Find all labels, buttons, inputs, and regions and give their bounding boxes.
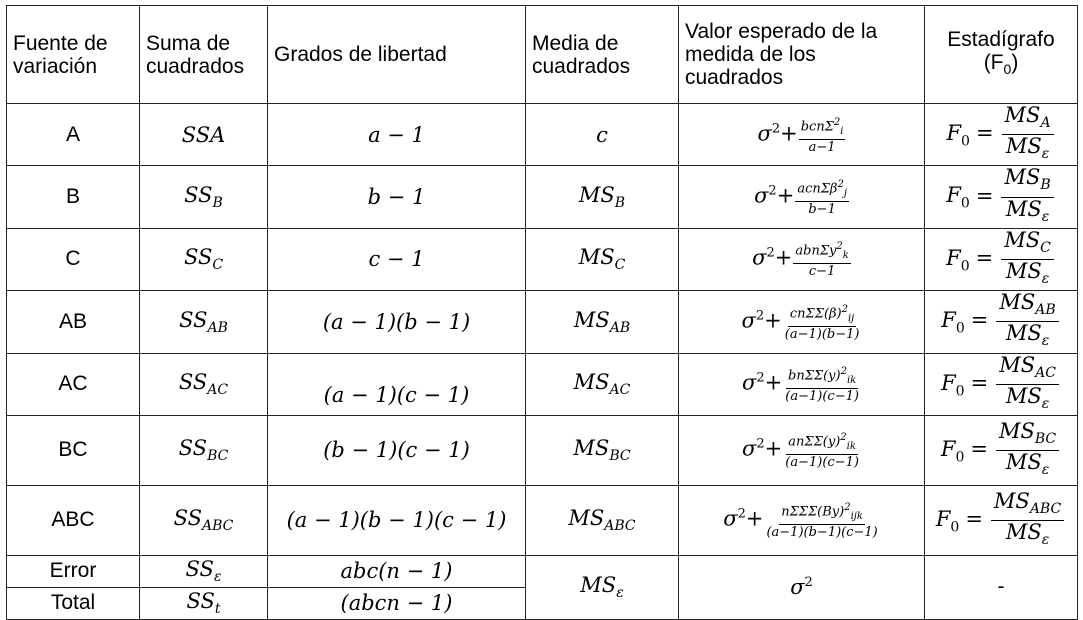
ms-cell: $MS_{ABC}$ [526,485,679,555]
df-cell: a − 1 [268,104,526,166]
source-error: Error [7,555,140,587]
ss-cell: SSA [140,104,268,166]
ss-total: $SS_t$ [140,587,268,619]
error-row [7,555,1078,587]
header-valor: Valor esperado de la medida de los cuadrados [679,6,925,104]
ev-cell: $\sigma^2+$ $\frac{bcn\Sigma^2_i}{a-1}$ [679,104,925,166]
header-estadigrafo [925,6,1078,104]
source-cell: C [7,228,140,290]
table-row [7,353,1078,415]
ss-cell: $SS_{AC}$ [140,353,268,415]
f-cell: $F_0$ = $\frac{MS_{BC}}{MS_\varepsilon}$ [925,415,1078,485]
source-cell: AC [7,353,140,415]
f-cell: $F_0$ = $\frac{MS_{ABC}}{MS_\varepsilon}$ [925,485,1078,555]
header-grados: Grados de libertad [268,6,526,104]
source-cell: BC [7,415,140,485]
f-cell: $F_0$ = $\frac{MS_{AB}}{MS_\varepsilon}$ [925,291,1078,353]
header-estadigrafo-label: Estadígrafo [947,27,1055,51]
f-cell: $F_0$ = $\frac{MS_A}{MS_\varepsilon}$ [925,104,1078,166]
ev-error: $\sigma^2$ [679,555,925,619]
ss-cell: $SS_{BC}$ [140,415,268,485]
df-cell: (a − 1)(b − 1)(c − 1) [268,485,526,555]
df-cell: (b − 1)(c − 1) [268,415,526,485]
table-row [7,104,1078,166]
source-cell: ABC [7,485,140,555]
ss-error: $SS_\varepsilon$ [140,555,268,587]
f-cell: $F_0$ = $\frac{MS_C}{MS_\varepsilon}$ [925,228,1078,290]
df-error: abc(n − 1) [268,555,526,587]
f-error: - [925,555,1078,619]
table-row [7,415,1078,485]
df-total: (abcn − 1) [268,587,526,619]
table-row [7,228,1078,290]
source-cell: A [7,104,140,166]
table-row [7,485,1078,555]
ms-cell: $MS_C$ [526,228,679,290]
ev-cell: $\sigma^2+$ $\frac{abn\Sigma y^2_k}{c-1}$ [679,228,925,290]
ms-cell: c [526,104,679,166]
anova-table [6,5,1078,620]
header-suma: Suma de cuadrados [140,6,268,104]
ms-cell: $MS_{BC}$ [526,415,679,485]
table-row [7,291,1078,353]
header-row [7,6,1078,104]
ev-cell: $\sigma^2+$ $\frac{bn\Sigma\Sigma(y)^2_{ik}}{(a-1)(c-1)}$ [679,353,925,415]
ev-cell: $\sigma^2+$ $\frac{an\Sigma\Sigma(y)^2_{ik}}{(a-1)(c-1)}$ [679,415,925,485]
df-cell: c − 1 [268,228,526,290]
source-cell: B [7,166,140,228]
ss-cell: $SS_C$ [140,228,268,290]
df-cell: (a − 1)(c − 1) [268,353,526,415]
ss-cell: $SS_{ABC}$ [140,485,268,555]
f-cell: $F_0$ = $\frac{MS_B}{MS_\varepsilon}$ [925,166,1078,228]
ms-cell: $MS_{AC}$ [526,353,679,415]
ev-cell: $\sigma^2+$ $\frac{cn\Sigma\Sigma(\beta)^2_{ij}}{(a-1)(b-1)}$ [679,291,925,353]
ms-cell: $MS_{AB}$ [526,291,679,353]
source-total: Total [7,587,140,619]
ev-cell: $\sigma^2+$ $\frac{n\Sigma\Sigma\Sigma(By)^2_{ijk}}{(a-1)(b-1)(c-1)}$ [679,485,925,555]
df-cell: b − 1 [268,166,526,228]
ms-cell: $MS_B$ [526,166,679,228]
f-cell: $F_0$ = $\frac{MS_{AC}}{MS_\varepsilon}$ [925,353,1078,415]
table-row [7,166,1078,228]
ss-cell: $SS_{AB}$ [140,291,268,353]
ms-error: $MS_\varepsilon$ [526,555,679,619]
ev-cell: $\sigma^2+$ $\frac{acn\Sigma\beta^2_j}{b-1}$ [679,166,925,228]
ss-cell: $SS_B$ [140,166,268,228]
header-media: Media de cuadrados [526,6,679,104]
header-estadigrafo-symbol: $(F_0)$ [983,50,1019,78]
df-cell: (a − 1)(b − 1) [268,291,526,353]
source-cell: AB [7,291,140,353]
header-fuente: Fuente de variación [7,6,140,104]
